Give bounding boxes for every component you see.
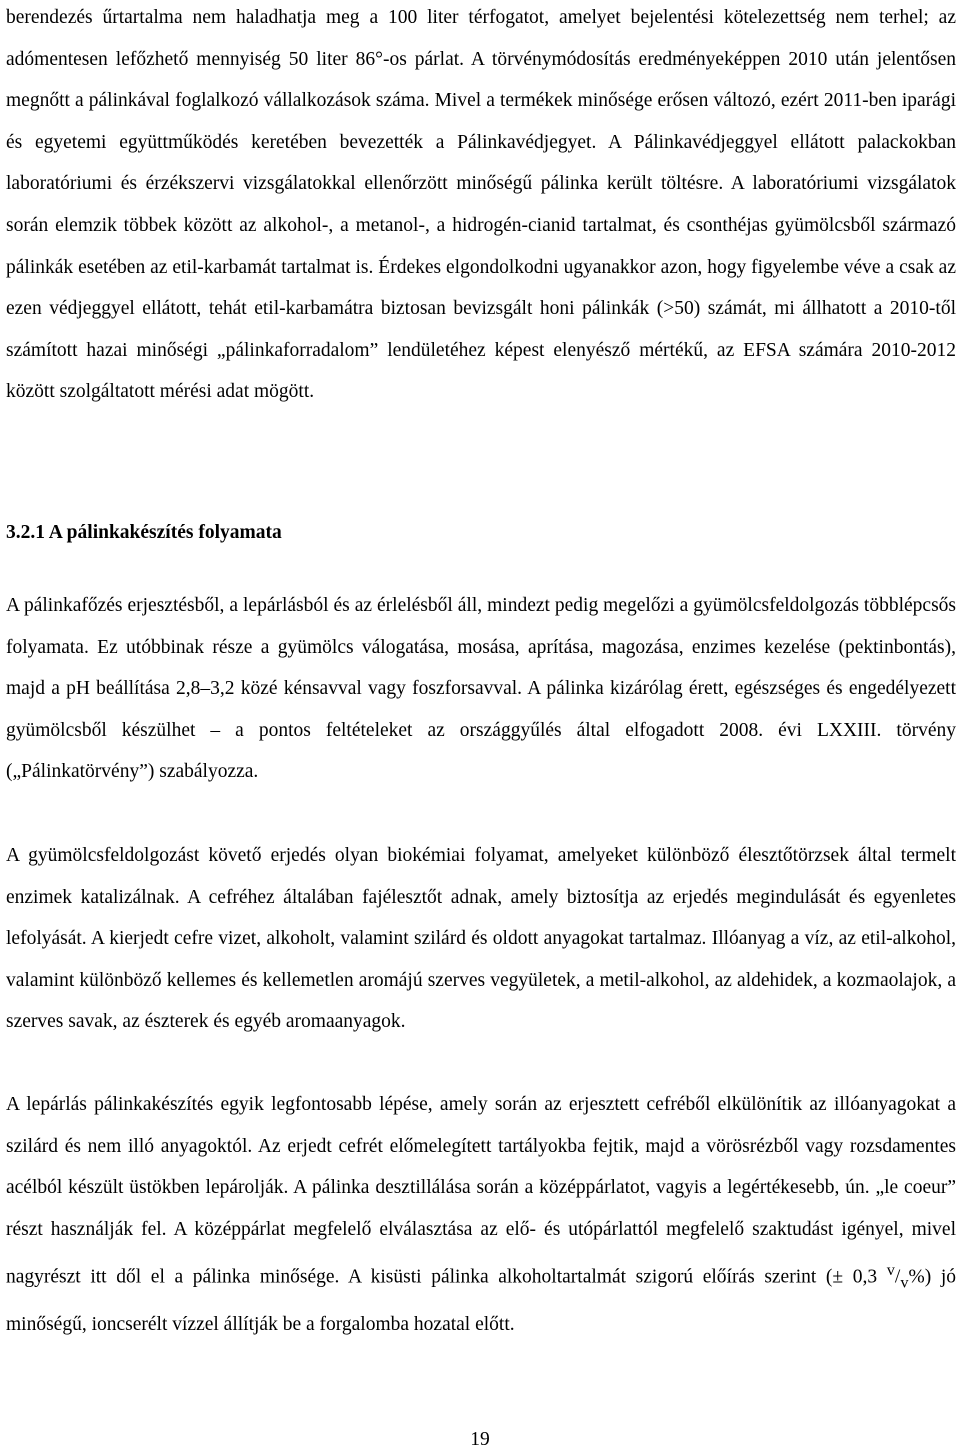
page-number: 19	[470, 1429, 490, 1450]
unit-subscript: v	[900, 1273, 909, 1292]
section-heading: 3.2.1 A pálinkakészítés folyamata	[6, 522, 282, 543]
paragraph-lepárlás-text-1: A lepárlás pálinkakészítés egyik legfontosabb lépése, amely során az erjesztett cefréből elkülönítik az illóanyagokat a szilárd és nem illó anyagoktól. Az erjedt cefrét előmelegített tartályokba fejtik, majd a vörösrézből vagy rozsdamentes acélból készült üstökben lepárolják. A pálinka desztillálása során a középpárlatot, vagyis a legértékesebb, ún. „le coeur” részt használják fel. A középpárlat megfelelő elválasztása az elő- és utópárlattól megfelelő szaktudást igényel, mivel nagyrészt itt dől el a pálinka minősége. A kisüsti pálinka alkoholtartalmát szigorú előírás szerint (± 0,3	[6, 1094, 956, 1288]
paragraph-pálinkafőzés: A pálinkafőzés erjesztésből, a lepárlásból és az érlelésből áll, mindezt pedig megelőzi a gyümölcsfeldolgozás többlépcsős folyamata. Ez utóbbinak része a gyümölcs válogatása, mosása, aprítása, magozása, enzimes kezelése (pektinbontás), majd a pH beállítása 2,8–3,2 közé kénsavval vagy foszforsavval. A pálinka kizárólag érett, egészséges és engedélyezett gyümölcsből készülhet – a pontos feltételeket az országgyűlés által elfogadott 2008. évi LXXIII. törvény („Pálinkatörvény”) szabályozza.	[6, 595, 956, 783]
paragraph-lepárlás-text-2: %) jó minőségű, ioncserélt vízzel állítják be a forgalomba hozatal előtt.	[6, 1266, 956, 1336]
paragraph-erjedés: A gyümölcsfeldolgozást követő erjedés olyan biokémiai folyamat, amelyeket különböző élesztőtörzsek által termelt enzimek katalizálnak. A cefréhez általában fajélesztőt adnak, amely biztosítja az erjedés megindulását és egyenletes lefolyását. A kierjedt cefre vizet, alkoholt, valamint szilárd és oldott anyagokat tartalmaz. Illóanyag a víz, az etil-alkohol, valamint különböző kellemes és kellemetlen aromájú szerves vegyületek, a metil-alkohol, az aldehidek, a kozmaolajok, a szerves savak, az észterek és egyéb aromaanyagok.	[6, 845, 956, 1033]
unit-slash: /	[894, 1266, 901, 1288]
paragraph-lepárlás	[6, 1084, 956, 1346]
unit-superscript: v	[886, 1261, 895, 1280]
paragraph-pálinka-védjegy: berendezés űrtartalma nem haladhatja meg a 100 liter térfogatot, amelyet bejelentési kötelezettség nem terhel; az adómentesen lefőzhető mennyiség 50 liter 86°-os párlat. A törvénymódosítás eredményeképpen 2010 után jelentősen megnőtt a pálinkával foglalkozó vállalkozások száma. Mivel a termékek minősége erősen változó, ezért 2011-ben iparági és egyetemi együttműködés keretében bevezették a Pálinkavédjegyet. A Pálinkavédjeggyel ellátott palackokban laboratóriumi és érzékszervi vizsgálatokkal ellenőrzött minőségű pálinka került töltésre. A laboratóriumi vizsgálatok során elemzik többek között az alkohol-, a metanol-, a hidrogén-cianid tartalmat, és csonthéjas gyümölcsből származó pálinkák esetében az etil-karbamát tartalmat is. Érdekes elgondolkodni ugyanakkor azon, hogy figyelembe véve a csak az ezen védjeggyel ellátott, tehát etil-karbamátra biztosan bevizsgált honi pálinkák (>50) számát, mi állhatott a 2010-től számított hazai minőségi „pálinkaforradalom” lendületéhez képest elenyésző mértékű, az EFSA számára 2010-2012 között szolgáltatott mérési adat mögött.	[6, 7, 956, 403]
